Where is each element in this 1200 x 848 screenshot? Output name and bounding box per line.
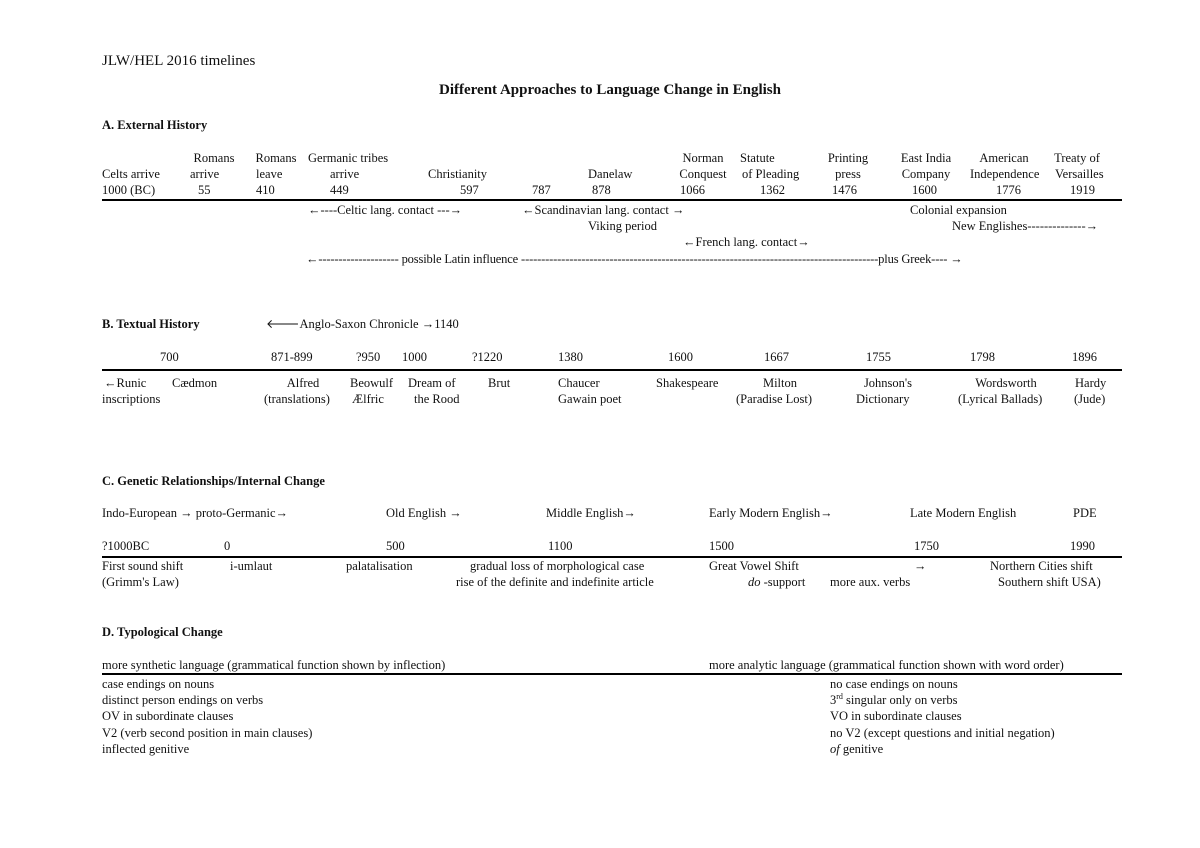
event-label: arrive — [330, 167, 360, 181]
period-label: Middle English→ — [546, 506, 636, 520]
typological-rule — [102, 673, 1122, 675]
text-date: 1000 — [402, 350, 427, 364]
event-year: 55 — [198, 183, 211, 197]
page-title: Different Approaches to Language Change in English — [439, 82, 781, 98]
work-title: Hardy — [1075, 376, 1107, 390]
timeline-rule — [102, 199, 1122, 201]
work-title: Ælfric — [352, 392, 384, 406]
new-englishes-arrow: New Englishes--------------→ — [952, 219, 1099, 233]
latin-influence-arrow: ←-------------------- possible Latin influence -----------------------------------------------------------------------------------------plus Greek---- → — [306, 252, 963, 266]
analytic-language-heading: more analytic language (grammatical function shown with word order) — [709, 658, 1064, 672]
text-date: 1667 — [764, 350, 789, 364]
event-label: Company — [901, 167, 951, 181]
period-date: 0 — [224, 539, 231, 553]
work-title: (Jude) — [1074, 392, 1106, 406]
change-label: Southern shift USA) — [998, 575, 1101, 589]
event-label: Christianity — [428, 167, 488, 181]
event-label: Norman — [682, 151, 724, 165]
work-title: Gawain poet — [558, 392, 622, 406]
text-date: 1600 — [668, 350, 693, 364]
work-title: Shakespeare — [656, 376, 719, 390]
event-year: 1066 — [680, 183, 705, 197]
text-date: 871-899 — [271, 350, 313, 364]
text-date: ?1220 — [472, 350, 503, 364]
section-b-heading: B. Textual History — [102, 317, 200, 331]
period-date: 1500 — [709, 539, 734, 553]
event-year: 410 — [256, 183, 275, 197]
change-label: First sound shift — [102, 559, 184, 573]
event-label: Versailles — [1055, 167, 1104, 181]
event-label: press — [835, 167, 861, 181]
event-year: 1919 — [1070, 183, 1095, 197]
event-label: American — [979, 151, 1029, 165]
colonial-expansion-label: Colonial expansion — [910, 203, 1007, 217]
feature-item: distinct person endings on verbs — [102, 693, 264, 707]
text-date: 1798 — [970, 350, 995, 364]
work-title: Dream of — [408, 376, 456, 390]
period-label: Indo-European → proto-Germanic→ — [102, 506, 289, 520]
celtic-contact-arrow: ←----Celtic lang. contact ---→ — [308, 203, 463, 217]
feature-item: 3rd singular only on verbs — [830, 691, 958, 707]
change-label: i-umlaut — [230, 559, 273, 573]
feature-item: no case endings on nouns — [830, 677, 958, 691]
text-date: ?950 — [356, 350, 381, 364]
event-label: Conquest — [679, 167, 727, 181]
event-label: arrive — [190, 167, 220, 181]
work-title: Wordsworth — [975, 376, 1037, 390]
change-label: Northern Cities shift — [990, 559, 1093, 573]
event-year: 878 — [592, 183, 611, 197]
work-title: (Lyrical Ballads) — [958, 392, 1043, 406]
event-year: 1362 — [760, 183, 785, 197]
event-label: Statute — [740, 151, 775, 165]
change-label: palatalisation — [346, 559, 413, 573]
event-year: 449 — [330, 183, 349, 197]
scandinavian-contact-arrow: ←Scandinavian lang. contact → — [522, 203, 685, 217]
work-title: Beowulf — [350, 376, 394, 390]
period-date: 1100 — [548, 539, 573, 553]
work-title: the Rood — [414, 392, 460, 406]
change-label: do -support — [748, 575, 806, 589]
text-date: 1380 — [558, 350, 583, 364]
event-year: 1000 (BC) — [102, 183, 156, 197]
period-date: 1990 — [1070, 539, 1095, 553]
work-title: Alfred — [286, 376, 320, 390]
work-title: Cædmon — [172, 376, 218, 390]
section-d-heading: D. Typological Change — [102, 625, 223, 639]
feature-item: inflected genitive — [102, 742, 190, 756]
change-label: more aux. verbs — [830, 575, 911, 589]
event-label: Treaty of — [1054, 151, 1100, 165]
event-label: Romans — [193, 151, 235, 165]
period-label: PDE — [1073, 506, 1097, 520]
textual-history-rule — [102, 369, 1122, 371]
feature-item: of genitive — [830, 742, 884, 756]
event-year: 597 — [460, 183, 479, 197]
text-date: 1755 — [866, 350, 891, 364]
event-year: 1776 — [996, 183, 1021, 197]
feature-item: VO in subordinate clauses — [830, 709, 962, 723]
work-title: inscriptions — [102, 392, 161, 406]
period-date: 1750 — [914, 539, 939, 553]
change-label: gradual loss of morphological case — [470, 559, 645, 573]
work-title: Milton — [762, 376, 798, 390]
arrow-icon: → — [914, 559, 927, 573]
work-title: (translations) — [264, 392, 330, 406]
event-label: Independence — [970, 167, 1040, 181]
event-year: 1600 — [912, 183, 937, 197]
change-label: rise of the definite and indefinite article — [456, 575, 654, 589]
event-year: 787 — [532, 183, 551, 197]
event-label: Celts arrive — [102, 167, 160, 181]
period-date: 500 — [386, 539, 405, 553]
feature-item: case endings on nouns — [102, 677, 215, 691]
event-label: Romans — [255, 151, 297, 165]
work-title: ←Runic — [104, 376, 147, 390]
event-label: Danelaw — [588, 167, 633, 181]
work-title: (Paradise Lost) — [736, 392, 813, 406]
event-label: East India — [900, 151, 952, 165]
event-label: of Pleading — [742, 167, 800, 181]
period-label: Old English → — [386, 506, 462, 520]
viking-period-label: Viking period — [588, 219, 658, 233]
period-date: ?1000BC — [102, 539, 150, 553]
period-label: Late Modern English — [910, 506, 1017, 520]
work-title: Chaucer — [558, 376, 600, 390]
work-title: Johnson's — [863, 376, 913, 390]
document-header: JLW/HEL 2016 timelines — [102, 53, 256, 69]
section-a-heading: A. External History — [102, 118, 208, 132]
anglo-saxon-chronicle-arrow: 🡐Anglo-Saxon Chronicle →1140 — [266, 317, 459, 331]
text-date: 700 — [160, 350, 179, 364]
change-label: Great Vowel Shift — [709, 559, 799, 573]
change-label: (Grimm's Law) — [102, 575, 179, 589]
text-date: 1896 — [1072, 350, 1097, 364]
event-label: Germanic tribes — [308, 151, 389, 165]
section-c-heading: C. Genetic Relationships/Internal Change — [102, 474, 325, 488]
french-contact-arrow: ←French lang. contact→ — [683, 235, 810, 249]
feature-item: OV in subordinate clauses — [102, 709, 234, 723]
event-label: Printing — [827, 151, 869, 165]
synthetic-language-heading: more synthetic language (grammatical function shown by inflection) — [102, 658, 446, 672]
feature-item: V2 (verb second position in main clauses) — [102, 726, 313, 740]
event-year: 1476 — [832, 183, 857, 197]
event-label: leave — [256, 167, 283, 181]
work-title: Dictionary — [856, 392, 910, 406]
work-title: Brut — [488, 376, 511, 390]
feature-item: no V2 (except questions and initial negation) — [830, 726, 1055, 740]
period-label: Early Modern English→ — [709, 506, 833, 520]
